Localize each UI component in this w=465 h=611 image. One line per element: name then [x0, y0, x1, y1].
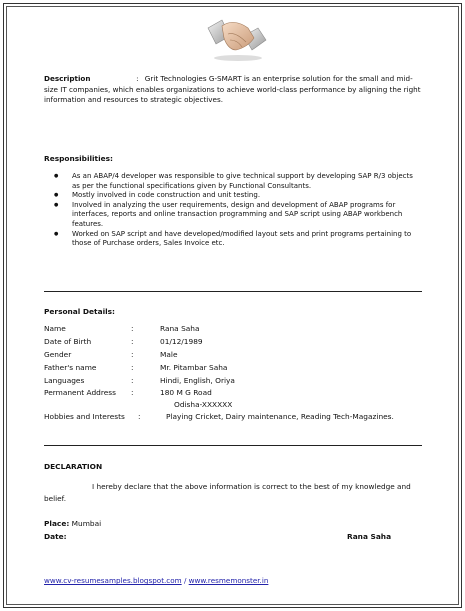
personal-details-heading: Personal Details:: [44, 307, 115, 316]
detail-label: Gender: [44, 350, 72, 359]
declaration-text: I hereby declare that the above information is correct to the best of my knowledge and belief.: [44, 482, 411, 503]
footer-sep: /: [183, 576, 187, 585]
detail-label: Date of Birth: [44, 337, 92, 346]
date-label: Date:: [44, 532, 67, 541]
detail-row-address-line2: [44, 400, 422, 411]
signature-name: Rana Saha: [347, 532, 392, 541]
detail-label: Name: [44, 324, 66, 333]
footer-link-resumemonster[interactable]: www.resmemonster.in: [188, 576, 269, 585]
detail-value: Male: [160, 350, 178, 359]
responsibilities-list: [44, 172, 422, 249]
detail-value: 01/12/1989: [160, 337, 203, 346]
detail-sep: :: [131, 324, 134, 333]
detail-sep: :: [131, 337, 134, 346]
detail-label: Father's name: [44, 363, 97, 372]
place-label: Place:: [44, 519, 70, 528]
detail-row-gender: [44, 350, 422, 361]
detail-value: Mr. Pitambar Saha: [160, 363, 228, 372]
detail-sep: :: [131, 388, 134, 397]
divider: [44, 291, 422, 292]
list-item: ● Worked on SAP script and have developed/modified layout sets and print programs pertaining to those of Purchase orders, Sales Invoice etc.: [72, 230, 422, 249]
detail-sep: :: [131, 363, 134, 372]
description-label: Description: [44, 74, 91, 83]
footer-link-blogspot[interactable]: www.cv-resumesamples.blogspot.com: [44, 576, 182, 585]
detail-row-father: [44, 363, 422, 374]
detail-value: Playing Cricket, Dairy maintenance, Reading Tech-Magazines.: [166, 412, 394, 421]
detail-row-dob: [44, 337, 422, 348]
detail-label: Languages: [44, 376, 85, 385]
footer-links: [44, 576, 268, 585]
declaration-heading: DECLARATION: [44, 462, 103, 471]
divider: [44, 445, 422, 446]
detail-label: Permanent Address: [44, 388, 116, 397]
list-item: ● Mostly involved in code construction and unit testing.: [72, 191, 422, 201]
detail-row-address: [44, 388, 422, 399]
detail-value: Odisha-XXXXXX: [174, 400, 233, 409]
detail-sep: :: [138, 412, 141, 421]
description-paragraph: [44, 74, 422, 106]
detail-value: Rana Saha: [160, 324, 200, 333]
description-text: Grit Technologies G-SMART is an enterprise solution for the small and mid-size IT companies, which enables organizations to achieve world-class performance by aligning the right information and resources to strategic objectives.: [44, 74, 421, 105]
detail-row-hobbies: [44, 412, 422, 423]
list-item: ● Involved in analyzing the user requirements, design and development of ABAP programs for interfaces, reports and online transaction programming and SAP script using ABAP workbench features.: [72, 201, 422, 230]
place-line: [44, 519, 101, 528]
list-item: ● As an ABAP/4 developer was responsible to give technical support by developing SAP R/3 objects as per the functional specifications given by Functional Consultants.: [72, 172, 422, 191]
detail-row-name: [44, 324, 422, 335]
detail-sep: :: [131, 350, 134, 359]
detail-value: Hindi, English, Oriya: [160, 376, 235, 385]
detail-row-languages: [44, 376, 422, 387]
detail-sep: :: [131, 376, 134, 385]
responsibilities-heading: Responsibilities:: [44, 154, 113, 163]
place-value: Mumbai: [71, 519, 102, 528]
detail-label: Hobbies and Interests: [44, 412, 125, 421]
handshake-icon: [206, 14, 268, 62]
detail-value: 180 M G Road: [160, 388, 212, 397]
description-sep: :: [136, 74, 139, 83]
